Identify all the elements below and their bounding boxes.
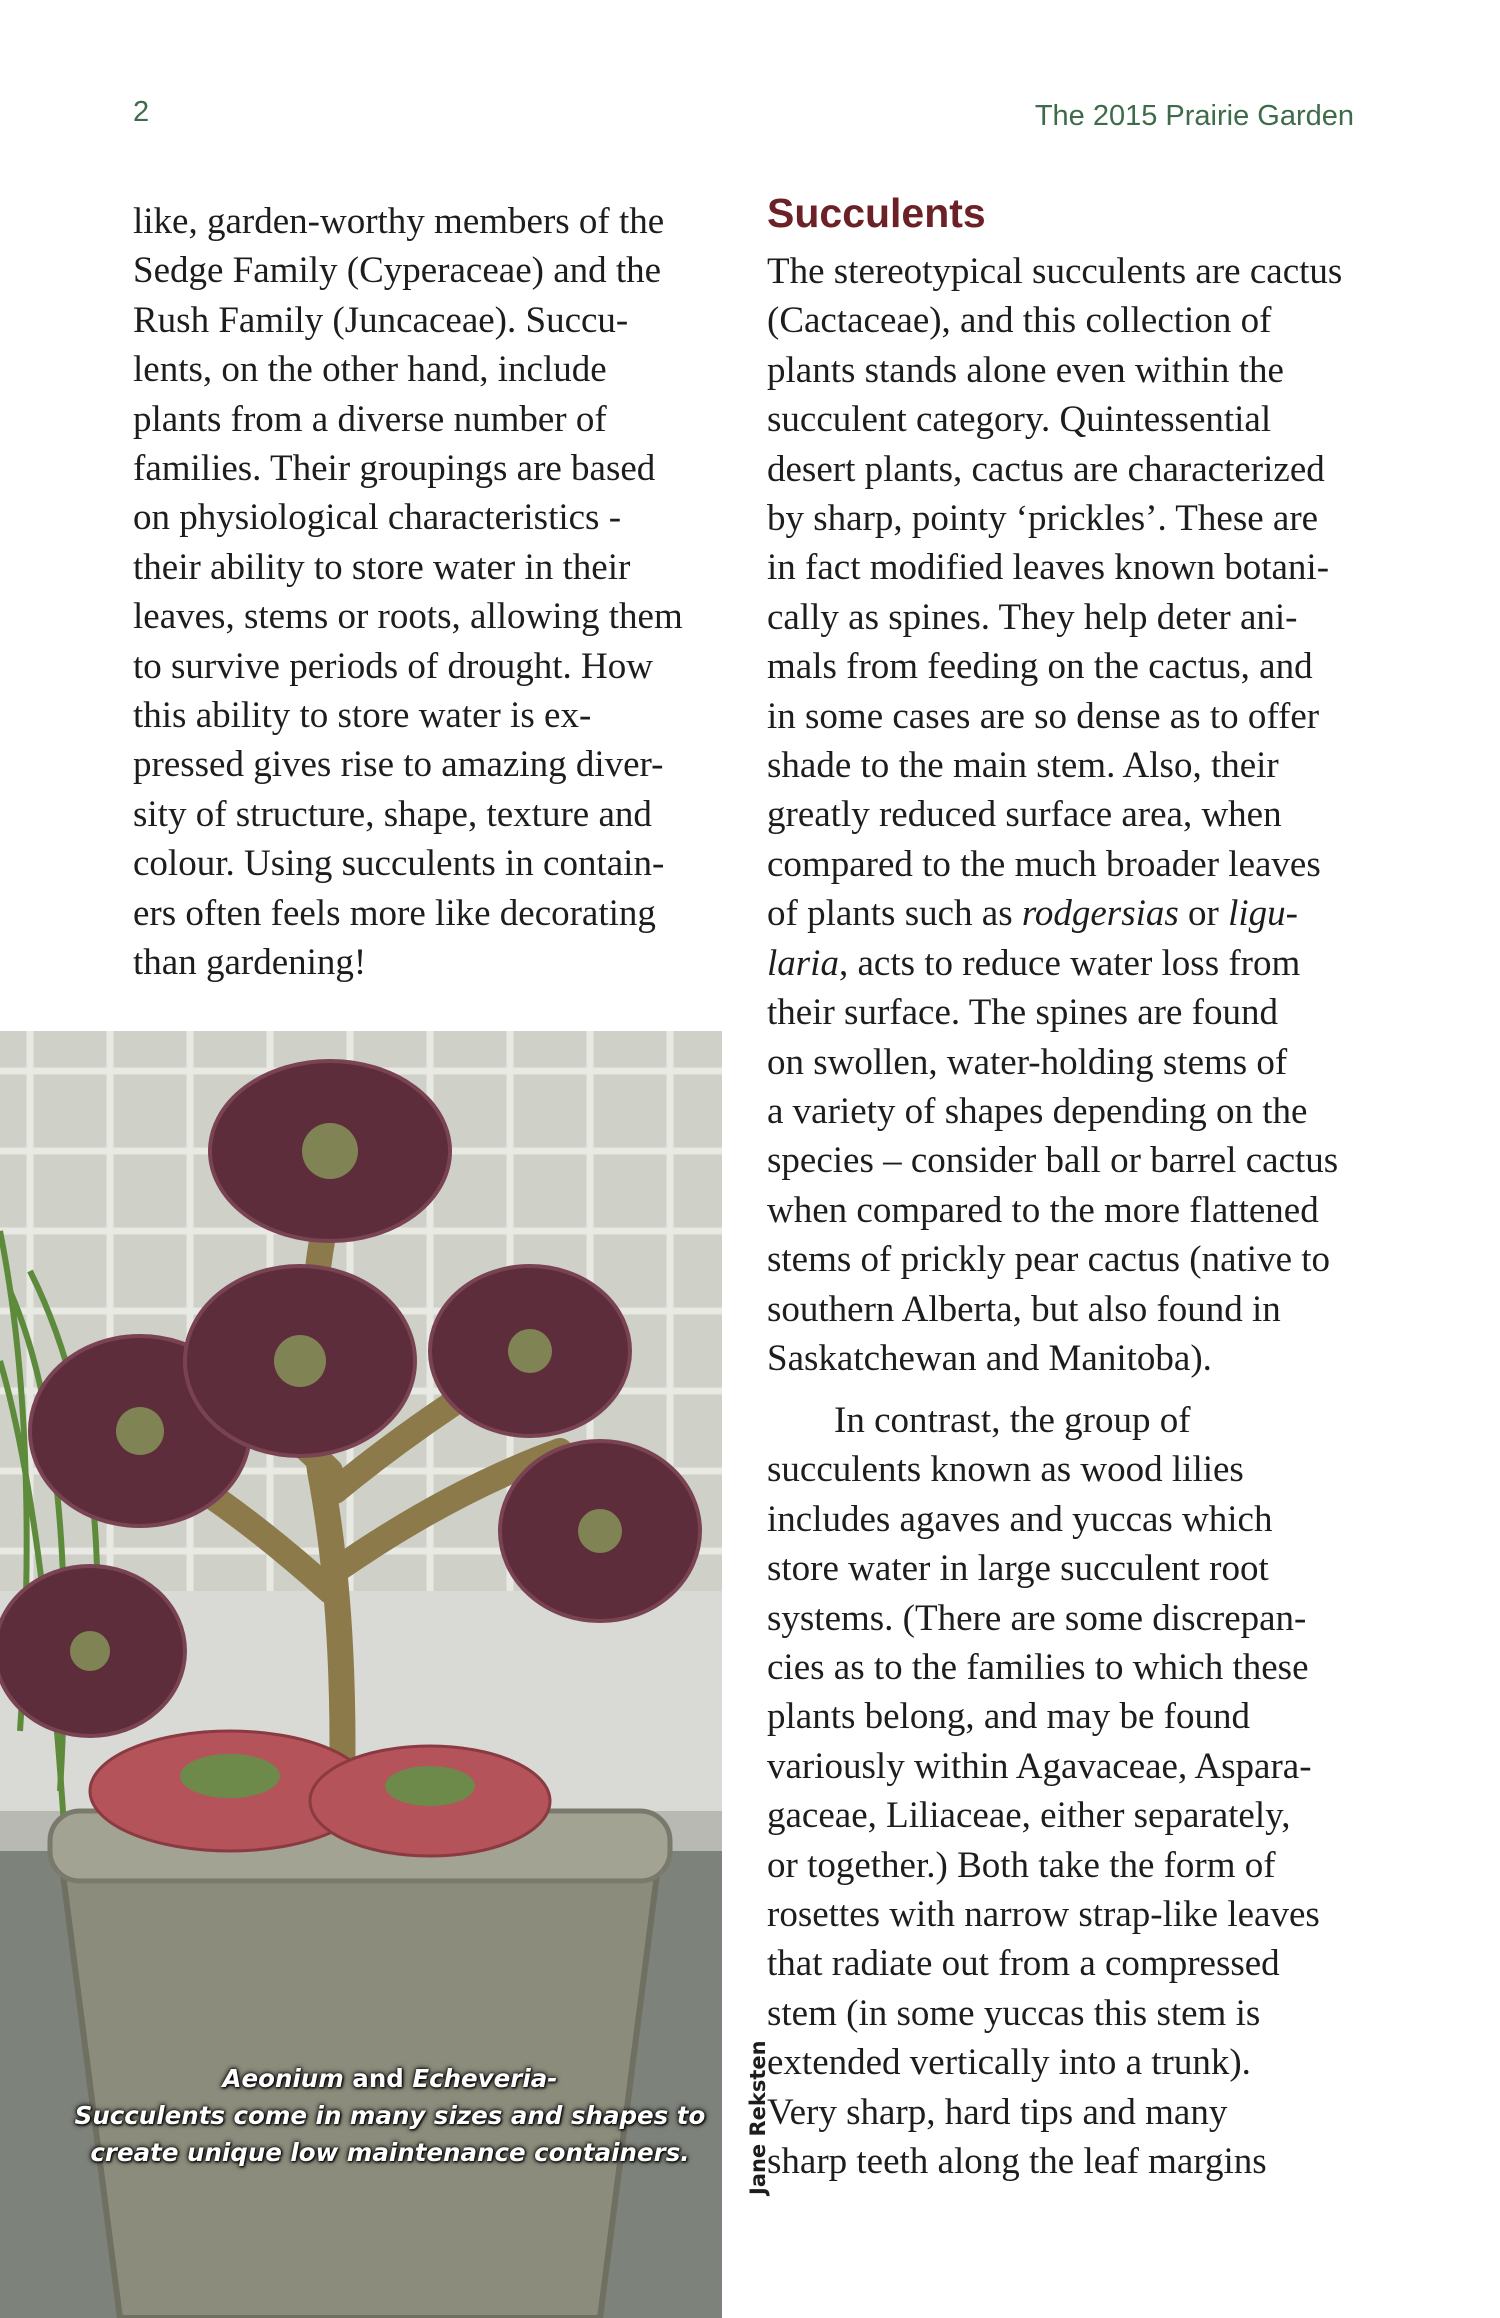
text-line: Sedge Family (Cyperaceae) and the [133, 250, 662, 292]
text-line: desert plants, cactus are characterized [767, 448, 1325, 490]
text-line: compared to the much broader leaves [767, 843, 1321, 885]
caption-line: Succulents come in many sizes and shapes to [74, 2101, 706, 2130]
text-line: that radiate out from a compressed [767, 1943, 1280, 1985]
left-column-paragraph [133, 197, 683, 988]
text-run: or [1178, 893, 1229, 935]
text-line: plants stands alone even within the [767, 349, 1284, 391]
text-line: a variety of shapes depending on the [767, 1090, 1308, 1132]
caption-line: create unique low maintenance containers. [90, 2138, 690, 2167]
text-line: on swollen, water-holding stems of [767, 1041, 1288, 1083]
text-line: cally as spines. They help deter ani- [767, 596, 1298, 638]
text-line: rosettes with narrow strap-like leaves [767, 1894, 1320, 1936]
text-line: Rush Family (Juncaceae). Succu- [133, 299, 629, 341]
text-line-with-italics [767, 889, 1342, 938]
caption-conjunction: and [343, 2064, 413, 2093]
text-line: leaves, stems or roots, allowing them [133, 596, 683, 638]
text-line: in fact modified leaves known botani- [767, 547, 1330, 589]
text-line: than gardening! [133, 942, 367, 984]
text-line: stems of prickly pear cactus (native to [767, 1239, 1331, 1281]
text-line: in some cases are so dense as to offer [767, 695, 1320, 737]
photo-credit: Jane Reksten [746, 2040, 770, 2195]
text-line: families. Their groupings are based [133, 448, 656, 490]
text-line: gaceae, Liliaceae, either separately, [767, 1795, 1291, 1837]
text-line-with-italics [767, 939, 1342, 988]
text-line: extended vertically into a trunk). [767, 2042, 1251, 2084]
text-line: sity of structure, shape, texture and [133, 793, 652, 835]
text-line: Saskatchewan and Manitoba). [767, 1337, 1212, 1379]
text-line: or together.) Both take the form of [767, 1844, 1276, 1886]
text-line: their surface. The spines are found [767, 992, 1278, 1034]
succulents-paragraph-2 [767, 1396, 1320, 2187]
text-line: In contrast, the group of [834, 1400, 1191, 1441]
text-line: shade to the main stem. Also, their [767, 745, 1279, 787]
caption-line [60, 2060, 720, 2097]
text-line: like, garden-worthy members of the [133, 201, 665, 242]
text-line: store water in large succulent root [767, 1548, 1269, 1590]
section-heading-succulents: Succulents [767, 190, 986, 236]
running-header-title: The 2015 Prairie Garden [1034, 100, 1354, 132]
text-line: succulent category. Quintessential [767, 399, 1272, 441]
text-line: their ability to store water in their [133, 546, 631, 588]
text-line: cies as to the families to which these [767, 1647, 1309, 1689]
text-line: sharp teeth along the leaf margins [767, 2141, 1267, 2183]
text-line: systems. (There are some discrepan- [767, 1597, 1307, 1639]
text-line: plants from a diverse number of [133, 398, 607, 440]
text-line: colour. Using succulents in contain- [133, 843, 665, 885]
text-line: succulents known as wood lilies [767, 1449, 1244, 1491]
text-line: southern Alberta, but also found in [767, 1288, 1281, 1330]
italic-plant-name: ligu- [1228, 893, 1299, 935]
caption-italic-genus: Echeveria- [412, 2064, 558, 2093]
text-line: when compared to the more flattened [767, 1189, 1319, 1231]
italic-plant-name: laria [767, 942, 839, 984]
text-line: by sharp, pointy ‘prickles’. These are [767, 498, 1319, 540]
text-line: Very sharp, hard tips and many [767, 2091, 1228, 2133]
text-line: greatly reduced surface area, when [767, 794, 1282, 836]
text-line: to survive periods of drought. How [133, 645, 653, 687]
text-line: plants belong, and may be found [767, 1696, 1250, 1738]
text-line: this ability to store water is ex- [133, 695, 592, 737]
text-run: , acts to reduce water loss from [838, 942, 1301, 984]
text-line: stem (in some yuccas this stem is [767, 1992, 1261, 2034]
italic-plant-name: rodgersias [1021, 893, 1179, 935]
succulents-paragraph-1 [767, 247, 1342, 1383]
text-line: variously within Agavaceae, Aspara- [767, 1745, 1312, 1787]
text-line: (Cactaceae), and this collection of [767, 300, 1272, 342]
photo-caption [60, 2060, 720, 2171]
text-run: of plants such as [767, 893, 1022, 935]
text-line: mals from feeding on the cactus, and [767, 646, 1313, 688]
text-line: The stereotypical succulents are cactus [767, 251, 1343, 292]
text-line: ers often feels more like decorating [133, 892, 656, 934]
text-line: species – consider ball or barrel cactus [767, 1140, 1339, 1182]
text-line: lents, on the other hand, include [133, 349, 607, 391]
page-number: 2 [133, 96, 150, 128]
text-line: includes agaves and yuccas which [767, 1498, 1273, 1540]
caption-italic-genus: Aeonium [222, 2064, 344, 2093]
text-line: on physiological characteristics - [133, 497, 622, 539]
text-line: pressed gives rise to amazing diver- [133, 744, 664, 786]
